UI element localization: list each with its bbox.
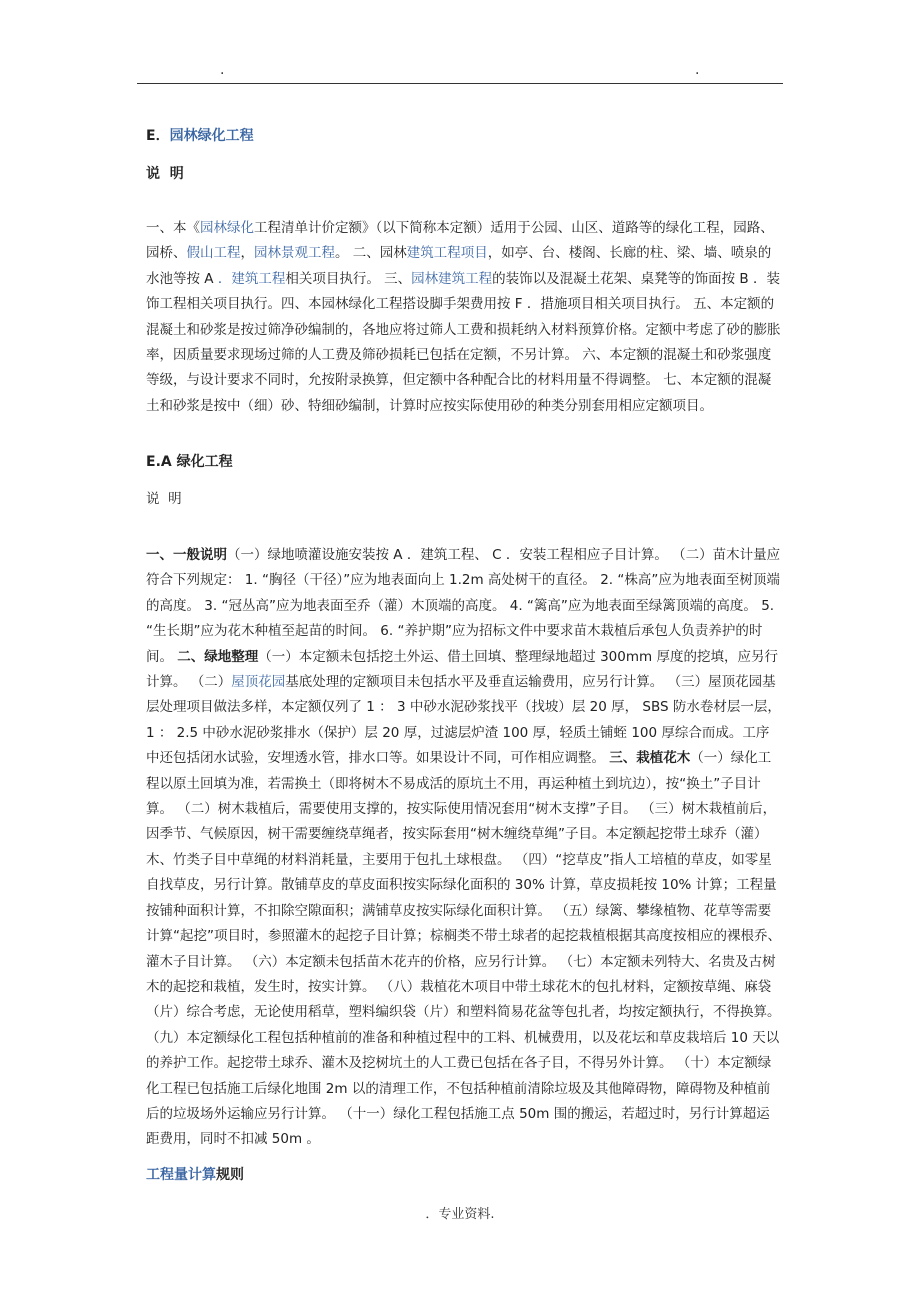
paragraph-greening [146,543,782,1153]
text-run: 一、本《 [146,220,200,236]
header-dot-left: . [220,62,225,78]
inline-link[interactable]: 屋顶花园 [231,674,286,691]
section-heading-e [146,124,782,149]
text-run: ，如亭、台、楼阁、长廊的柱、梁、墙、喷泉的水池等按 A [146,245,772,287]
paragraph-greening-text [146,547,781,1147]
paragraph-general-text [146,220,781,414]
inline-link[interactable]: 园林绿化 [200,220,254,236]
inline-link[interactable]: 园林建筑工程 [411,270,493,287]
bold-subheading: 三、栽植花木 [609,750,691,767]
heading-rules-rest: 规则 [216,1167,244,1183]
bold-subheading: 二、绿地整理 [177,648,259,665]
page-footer: ．专业资料. [425,1207,495,1222]
text-run: 。 二、园林 [335,245,407,262]
heading-rules-link[interactable]: 工程量计算 [146,1167,216,1183]
header-rule [137,83,783,84]
explain-label-2: 说 明 [146,491,182,507]
section-heading-ea: E.A 绿化工程 [146,454,233,470]
heading-e-link[interactable]: 园林绿化工程 [169,128,254,144]
inline-link[interactable]: 园林景观工程 [254,245,335,262]
section-heading-rules [146,1163,782,1188]
text-run: ， [240,245,254,262]
text-run: （一）本定额未包括挖土外运、借土回填、整理绿地超过 300mm 厚度的挖填，应另行计算。 （二） [146,648,778,691]
text-run: 相关项目执行。 三、 [285,270,412,287]
text-run: 基底处理的定额项目未包括水平及垂直运输费用，应另行计算。 （三）屋顶花园基层处理项目做法多样，本定额仅列了 1 ： 3 中砂水泥砂浆找平（找坡）层 20 厚， SBS 防水卷材层一层， 1 ： 2.5 中砂水泥砂浆排水（保护）层 20 厚，过滤层炉渣 100 厚，轻质土铺蛭 100 厚综合而成。工序中还包括闭水试验，安埋透水管，排水口等。如果设计不同，可作相应调整。 [146,674,781,767]
inline-link[interactable]: ．建筑工程 [217,270,286,287]
inline-link[interactable]: 建筑工程项目 [406,245,488,262]
heading-e-prefix: E． [146,128,170,144]
explain-label-1: 说 明 [146,166,184,182]
text-run: 的装饰以及混凝土花架、桌凳等的饰面按 B ．装饰工程相关项目执行。四、本园林绿化工程搭设脚手架费用按 F ．措施项目相关项目执行。 五、本定额的混凝土和砂浆是按过筛净砂编制的，各地应将过筛人工费和损耗纳入材料预算价格。定额中考虑了砂的膨胀率，因质量要求现场过筛的人工费及筛砂损耗已包括在定额，不另计算。 六、本定额的混凝土和砂浆强度等级，与设计要求不同时，允按附录换算，但定额中各种配合比的材料用量不得调整。 七、本定额的混凝土和砂浆是按中（细）砂、特细砂编制，计算时应按实际使用砂的种类分别套用相应定额项目。 [146,270,781,414]
inline-link[interactable]: 假山工程 [186,245,241,262]
text-run: （一）绿化工程以原土回填为准，若需换土（即将树木不易成活的原坑土不用，再运种植土到坑边），按“换土”子目计算。 （二）树木栽植后，需要使用支撑的，按实际使用情况套用“树木支撑”子目。 （三）树木栽植前后，因季节、气候原因，树干需要缠绕草绳者，按实际套用“树木缠绕草绳”子目。本定额起挖带土球乔（灌）木、竹类子目中草绳的材料消耗量，主要用于包扎土球根盘。 （四）“挖草皮”指人工培植的草皮，如零星自找草皮，另行计算。散铺草皮的草皮面积按实际绿化面积的 30% 计算，草皮损耗按 10% 计算；工程量按铺种面积计算，不扣除空隙面积；满铺草皮按实际绿化面积计算。 （五）绿篱、攀缘植物、花草等需要计算“起挖”项目时，参照灌木的起挖子目计算；棕榈类不带土球者的起挖栽植根据其高度按相应的裸根乔、灌木子目计算。 （六）本定额未包括苗木花卉的价格，应另行计算。 （七）本定额未列特大、名贵及古树木的起挖和栽植，发生时，按实计算。 （八）栽植花木项目中带土球花木的包扎材料，定额按草绳、麻袋（片）综合考虑，无论使用稻草，塑料编织袋（片）和塑料简易花盆等包扎者，均按定额执行，不得换算。 （九）本定额绿化工程包括种植前的准备和种植过程中的工料、机械费用，以及花坛和草皮栽培后 10 天以的养护工作。起挖带土球乔、灌木及挖树坑土的人工费已包括在各子目，不得另外计算。 （十）本定额绿化工程已包括施工后绿化地围 2m 以的清理工作，不包括种植前清除垃圾及其他障碍物，障碍物及种植前后的垃圾场外运输应另行计算。 （十一）绿化工程包括施工点 50m 围的搬运，若超过时，另行计算超运距费用，同时不扣减 50m 。 [146,750,781,1148]
text-run: 工程清单计价定额》（以下简称本定额）适用于公园、山区、道路等的绿化工程，园路、园桥、 [146,220,774,262]
paragraph-general [146,216,782,419]
text-run: （一）绿地喷灌设施安装按 A ．建筑工程、 C ．安装工程相应子目计算。 （二）苗木计量应符合下列规定： 1. “胸径（干径）”应为地表面向上 1.2m 高处树干的直径。 2. “株高”应为地表面至树顶端的高度。 3. “冠丛高”应为地表面至乔（灌）木顶端的高度。 4. “篱高”应为地表面至绿篱顶端的高度。 5. “生长期”应为花木种植至起苗的时间。 6. “养护期”应为招标文件中要求苗木栽植后承包人负责养护的时间。 [146,547,781,665]
header-dot-right: . [695,62,700,78]
bold-subheading: 一、一般说明 [146,547,227,563]
